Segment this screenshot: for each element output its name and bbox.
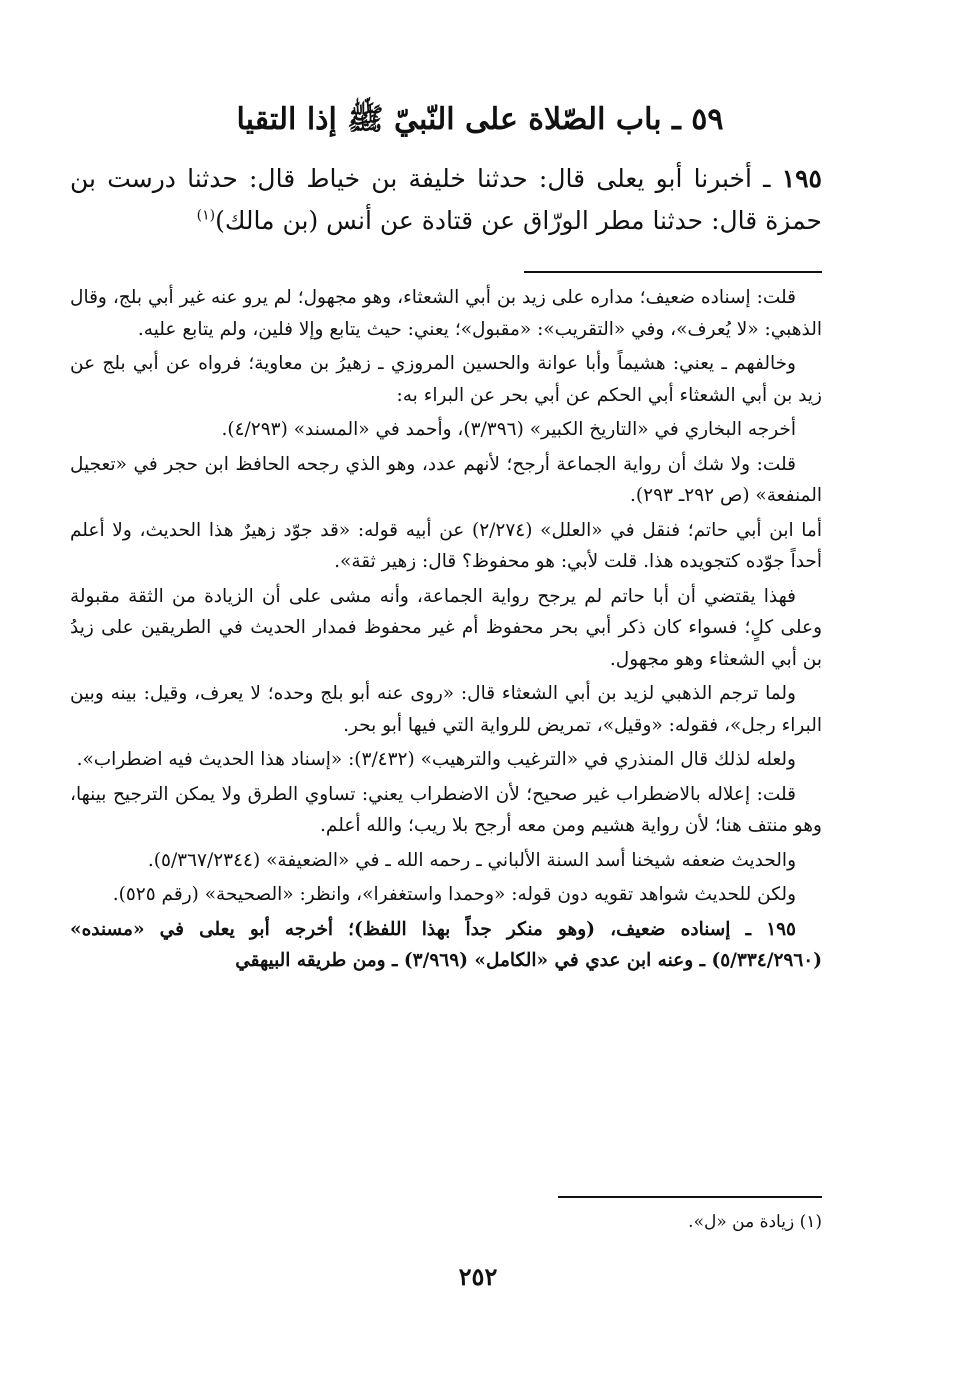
commentary-paragraph: ولعله لذلك قال المنذري في «الترغيب والترهيب» (٣/٤٣٢): «إسناد هذا الحديث فيه اضطراب». — [76, 749, 796, 770]
commentary-paragraph: قلت: إسناده ضعيف؛ مداره على زيد بن أبي الشعثاء، وهو مجهول؛ لم يرو عنه غير أبي بلج، وقال الذهبي: «لا يُعرف»، وفي «التقريب»: «مقبول»؛ يعني: حيث يتابع وإلا فلين، ولم يتابع عليه. — [70, 287, 822, 340]
chapter-title: ٥٩ ـ باب الصّلاة على النّبيّ ﷺ إذا التقيا — [236, 102, 724, 137]
hadith-body: ـ أخبرنا أبو يعلى قال: حدثنا خليفة بن خياط قال: حدثنا درست بن حمزة قال: حدثنا مطر الورّاق عن قتادة عن أنس (بن مالك) — [70, 164, 822, 235]
commentary-paragraph: قلت: ولا شك أن رواية الجماعة أرجح؛ لأنهم عدد، وهو الذي رجحه الحافظ ابن حجر في «تعجيل المنفعة» (ص ٢٩٢ـ ٢٩٣). — [70, 453, 822, 506]
hadith-paragraph — [70, 158, 822, 242]
page-number: ٢٥٢ — [458, 1262, 498, 1291]
commentary-paragraph: ولما ترجم الذهبي لزيد بن أبي الشعثاء قال: «روى عنه أبو بلج وحده؛ لا يعرف، وقيل: بينه وبين البراء رجل»، فقوله: «وقيل»، تمريض للرواية التي فيها أبو بحر. — [70, 683, 822, 736]
commentary-paragraph: وخالفهم ـ يعني: هشيماً وأبا عوانة والحسين المروزي ـ زهيرُ بن معاوية؛ فرواه عن أبي بلج عن زيد بن أبي الشعثاء أبي الحكم عن أبي بحر عن البراء به: — [70, 353, 822, 406]
hadith-text-block — [70, 158, 822, 242]
commentary-paragraph: ١٩٥ ـ إسناده ضعيف، (وهو منكر جداً بهذا اللفظ)؛ أخرجه أبو يعلى في «مسنده» (٥/٣٣٤/٢٩٦٠) ـ وعنه ابن عدي في «الكامل» (٣/٩٦٩) ـ ومن طريقه البيهقي — [70, 918, 822, 971]
commentary-block — [70, 282, 822, 980]
footnote: (١) زيادة من «ل». — [688, 1212, 822, 1232]
footnote-ref: (١) — [196, 207, 216, 224]
commentary-paragraph: أما ابن أبي حاتم؛ فنقل في «العلل» (٢/٢٧٤) عن أبيه قوله: «قد جوّد زهيرٌ هذا الحديث، ولا أعلم أحداً جوّده كتجويده هذا. قلت لأبي: هو محفوظ؟ قال: زهير ثقة». — [70, 519, 822, 572]
commentary-paragraph: والحديث ضعفه شيخنا أسد السنة الألباني ـ رحمه الله ـ في «الضعيفة» (٥/٣٦٧/٢٣٤٤). — [147, 849, 796, 871]
commentary-paragraph: ولكن للحديث شواهد تقويه دون قوله: «وحمدا واستغفرا»، وانظر: «الصحيحة» (رقم ٥٢٥). — [112, 884, 796, 905]
commentary-paragraph: فهذا يقتضي أن أبا حاتم لم يرجح رواية الجماعة، وأنه مشى على أن الزيادة من الثقة مقبولة وعلى كلٍ؛ فسواء كان ذكر أبي بحر محفوظ أم غير محفوظ فمدار الحديث في الطريقين على زيدُ بن أبي الشعثاء وهو مجهول. — [70, 585, 822, 670]
hadith-number: ١٩٥ — [781, 164, 822, 193]
footnote-divider — [558, 1196, 822, 1198]
commentary-paragraph: قلت: إعلاله بالاضطراب غير صحيح؛ لأن الاضطراب يعني: تساوي الطرق ولا يمكن الترجيح بينها، وهو منتف هنا؛ لأن رواية هشيم ومن معه أرجح بلا ريب؛ والله أعلم. — [70, 783, 822, 836]
commentary-paragraph: أخرجه البخاري في «التاريخ الكبير» (٣/٣٩٦)، وأحمد في «المسند» (٤/٢٩٣). — [221, 419, 796, 440]
notes-divider — [524, 271, 822, 273]
